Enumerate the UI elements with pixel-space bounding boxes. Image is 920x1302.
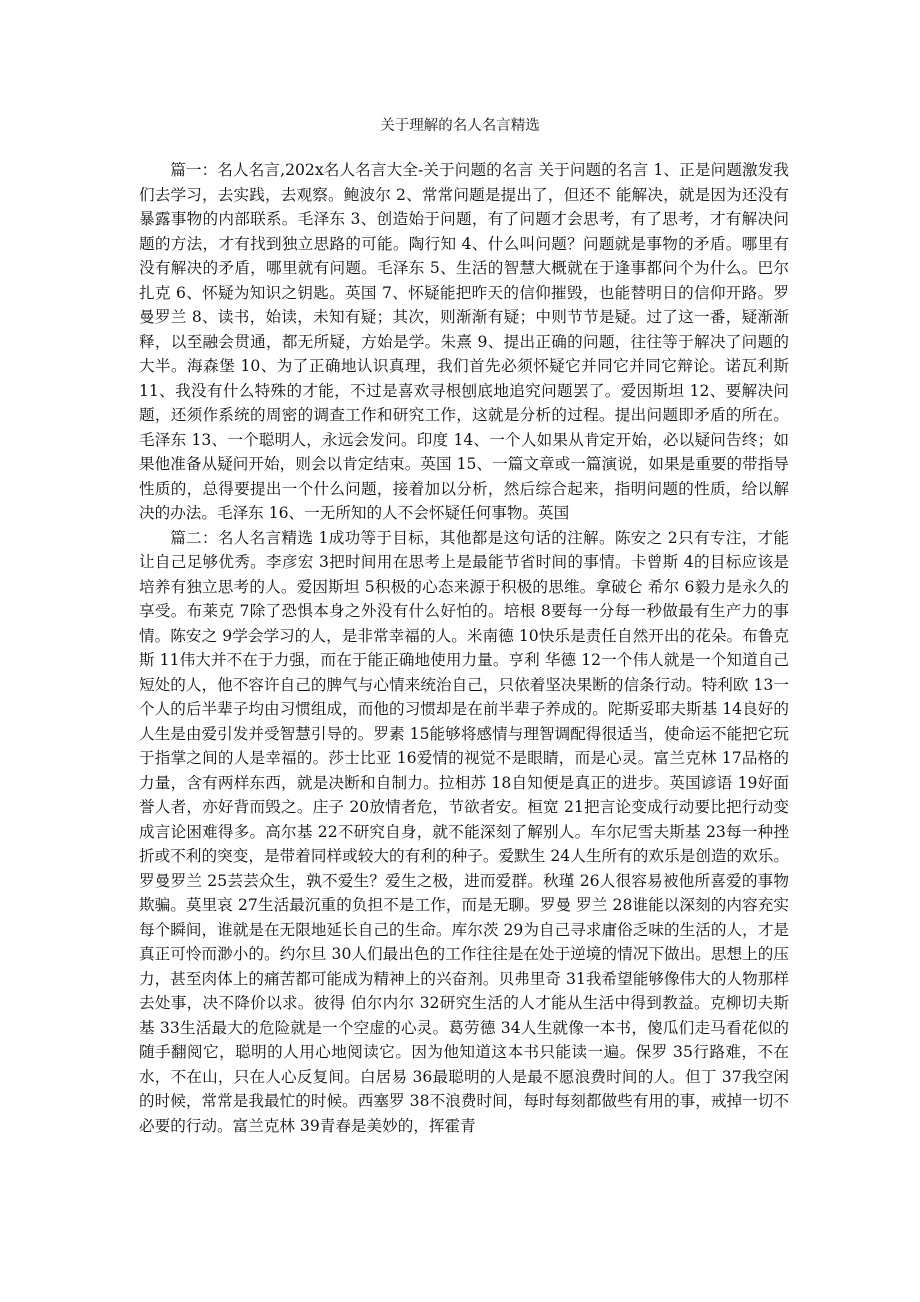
document-title: 关于理解的名人名言精选 [380, 118, 540, 134]
paragraph-1: 篇一：名人名言,202x名人名言大全-关于问题的名言 关于问题的名言 1、正是问题激发我们去学习，去实践，去观察。鲍波尔 2、常常问题是提出了，但还不 能解决，就是因为还没有暴露事物的内部联系。毛泽东 3、创造始于问题，有了问题才会思考，有了思考，才有解决问题的方法，才有找到独立思路的可能。陶行知 4、什么叫问题？问题就是事物的矛盾。哪里有没有解决的矛盾，哪里就有问题。毛泽东 5、生活的智慧大概就在于逢事都问个为什么。巴尔扎克 6、怀疑为知识之钥匙。英国 7、怀疑能把昨天的信仰摧毁，也能替明日的信仰开路。罗曼罗兰 8、读书，始读，未知有疑；其次，则渐渐有疑；中则节节是疑。过了这一番，疑渐渐释，以至融会贯通，都无所疑，方始是学。朱熹 9、提出正确的问题，往往等于解决了问题的大半。海森堡 10、为了正确地认识真理，我们首先必须怀疑它并同它并同它辩论。诺瓦利斯 11、我没有什么特殊的才能，不过是喜欢寻根刨底地追究问题罢了。爱因斯坦 12、要解决问题，还须作系统的周密的调查工作和研究工作，这就是分析的过程。提出问题即矛盾的所在。毛泽东 13、一个聪明人，永远会发问。印度 14、一个人如果从肯定开始，必以疑问告终；如果他准备从疑问开始，则会以肯定结束。英国 15、一篇文章或一篇演说，如果是重要的带指导性质的，总得要提出一个什么问题，接着加以分析，然后综合起来，指明问题的性质，给以解决的办法。毛泽东 16、一无所知的人不会怀疑任何事物。英国 [139, 161, 789, 522]
document-body [139, 158, 789, 1138]
paragraph-2: 篇二：名人名言精选 1成功等于目标，其他都是这句话的注解。陈安之 2只有专注，才能让自己足够优秀。李彦宏 3把时间用在思考上是最能节省时间的事情。卡曾斯 4的目标应该是培养有独立思考的人。爱因斯坦 5积极的心态来源于积极的思维。拿破仑 希尔 6毅力是永久的享受。布莱克 7除了恐惧本身之外没有什么好怕的。培根 8要每一分每一秒做最有生产力的事情。陈安之 9学会学习的人，是非常幸福的人。米南德 10快乐是责任自然开出的花朵。布鲁克斯 11伟大并不在于力强，而在于能正确地使用力量。亨利 华德 12一个伟人就是一个知道自己短处的人，他不容许自己的脾气与心情来统治自己，只依着坚决果断的信条行动。特利欧 13一个人的后半辈子均由习惯组成，而他的习惯却是在前半辈子养成的。陀斯妥耶夫斯基 14良好的人生是由爱引发并受智慧引导的。罗素 15能够将感情与理智调配得很适当，使命运不能把它玩于指掌之间的人是幸福的。莎士比亚 16爱情的视觉不是眼睛，而是心灵。富兰克林 17品格的力量，含有两样东西，就是决断和自制力。拉相苏 18自知便是真正的进步。英国谚语 19好面誉人者，亦好背而毁之。庄子 20放情者危，节欲者安。桓宽 21把言论变成行动要比把行动变成言论困难得多。高尔基 22不研究自身，就不能深刻了解别人。车尔尼雪夫斯基 23每一种挫折或不利的突变，是带着同样或较大的有利的种子。爱默生 24人生所有的欢乐是创造的欢乐。罗曼罗兰 25芸芸众生，孰不爱生？爱生之极，进而爱群。秋瑾 26人很容易被他所喜爱的事物欺骗。莫里哀 27生活最沉重的负担不是工作，而是无聊。罗曼 罗兰 28谁能以深刻的内容充实每个瞬间，谁就是在无限地延长自己的生命。库尔茨 29为自己寻求庸俗乏味的生活的人，才是真正可怜而渺小的。约尔旦 30人们最出色的工作往往是在处于逆境的情况下做出。思想上的压力，甚至肉体上的痛苦都可能成为精神上的兴奋剂。贝弗里奇 31我希望能够像伟大的人物那样去处事，决不降价以求。彼得 伯尔内尔 32研究生活的人才能从生活中得到教益。克柳切夫斯基 33生活最大的危险就是一个空虚的心灵。葛劳德 34人生就像一本书，傻瓜们走马看花似的随手翻阅它，聪明的人用心地阅读它。因为他知道这本书只能读一遍。保罗 35行路难，不在水，不在山，只在人心反复间。白居易 36最聪明的人是最不愿浪费时间的人。但丁 37我空闲的时候，常常是我最忙的时候。西塞罗 38不浪费时间，每时每刻都做些有用的事，戒掉一切不必要的行动。富兰克林 39青春是美妙的，挥霍青 [139, 528, 789, 1135]
